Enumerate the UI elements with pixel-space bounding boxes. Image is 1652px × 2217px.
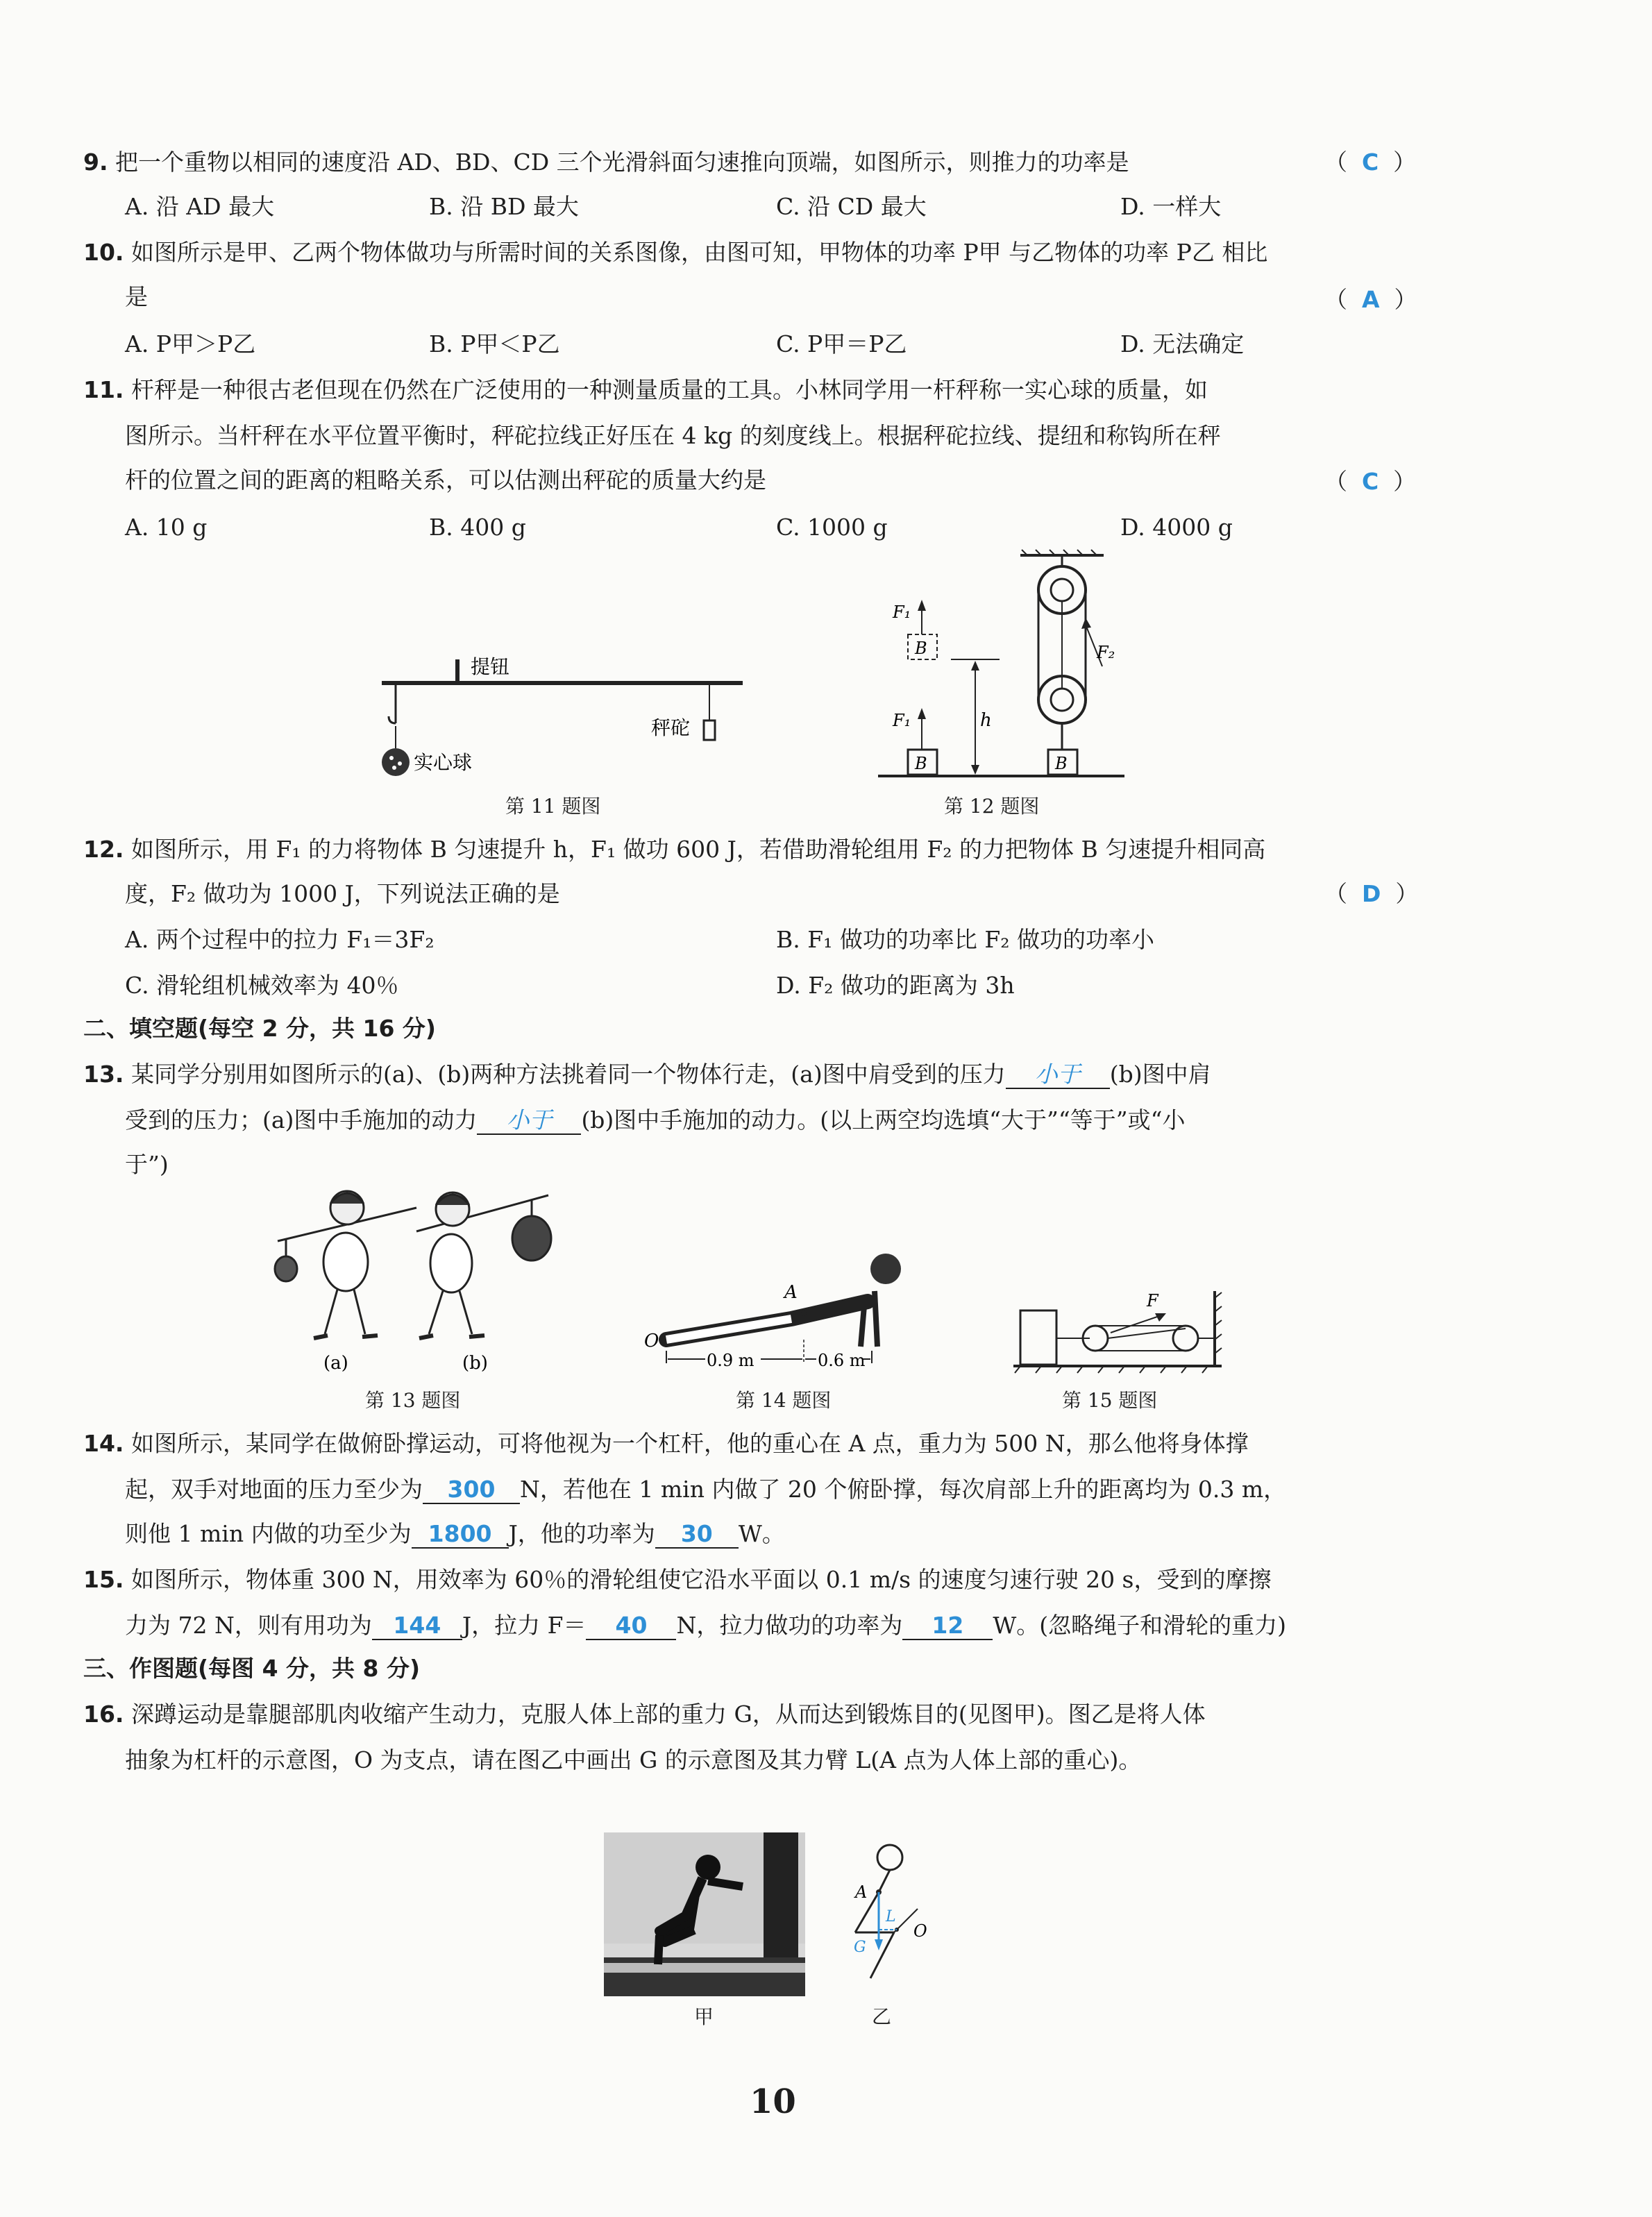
q13-text-2a: 受到的压力；(a)图中手施加的动力: [125, 1106, 478, 1133]
q11-stem-line1: [83, 375, 1208, 405]
q10-option-b: B. P甲＜P乙: [429, 330, 560, 357]
q10-stem-text: 如图所示是甲、乙两个物体做功与所需时间的关系图像，由图可知，甲物体的功率 P甲 与乙物体的功率 P乙 相比: [130, 239, 1268, 266]
q15-text-2d: W。(忽略绳子和滑轮的重力): [993, 1612, 1287, 1639]
q10-answer: A: [1361, 286, 1380, 313]
q13-line1: [83, 1059, 1211, 1090]
q9-answer-box: （ C ）: [1324, 149, 1417, 176]
q13-text-2b: (b)图中手施加的动力。(以上两空均选填“大于”“等于”或“小: [581, 1106, 1186, 1133]
figure-16-yi-label: 乙: [872, 2005, 892, 2028]
q12-stem-text: 如图所示，用 F₁ 的力将物体 B 匀速提升 h，F₁ 做功 600 J，若借助滑轮组用 F₂ 的力把物体 B 匀速提升相同高: [130, 836, 1266, 863]
q11-answer: C: [1361, 468, 1379, 495]
q16-line2: 抽象为杠杆的示意图，O 为支点，请在图乙中画出 G 的示意图及其力臂 L(A 点为人体上部的重心)。: [125, 1746, 1142, 1773]
q12-number: 12.: [83, 836, 124, 863]
label-o: O: [644, 1331, 659, 1351]
f-label: F: [1147, 1291, 1158, 1310]
f1-top-label: F₁: [893, 602, 911, 622]
q14-text-1: 如图所示，某同学在做俯卧撑运动，可将他视为一个杠杆，他的重心在 A 点，重力为 500 N，那么他将身体撑: [130, 1430, 1249, 1457]
q13-line2: [125, 1105, 1186, 1136]
q16-number: 16.: [83, 1701, 124, 1728]
q15-text-2b: J，拉力 F＝: [462, 1612, 587, 1639]
weight-label: 秤砣: [651, 716, 691, 739]
solid-ball: [382, 748, 410, 776]
label-l: L: [886, 1908, 896, 1925]
q15-line1: [83, 1565, 1272, 1595]
section-2-heading: 二、填空题(每空 2 分，共 16 分): [83, 1015, 437, 1042]
label-a: (a): [323, 1353, 348, 1374]
person-b: [416, 1192, 551, 1338]
h-label: h: [980, 710, 992, 731]
q11-option-a: A. 10 g: [125, 514, 208, 541]
q10-option-d: D. 无法确定: [1120, 330, 1245, 357]
q13-number: 13.: [83, 1061, 124, 1088]
q14-text-2a: 起，双手对地面的压力至少为: [125, 1476, 423, 1503]
q15-number: 15.: [83, 1566, 124, 1593]
q12-option-a: A. 两个过程中的拉力 F₁＝3F₂: [125, 926, 435, 953]
page-number: 10: [750, 2082, 796, 2121]
distance-label-2: 0.6 m: [818, 1351, 866, 1370]
q14-text-3b: J，他的功率为: [508, 1520, 655, 1547]
figure-14-pushup: [639, 1236, 944, 1381]
label-g: G: [854, 1939, 866, 1956]
distance-label-1: 0.9 m: [707, 1351, 755, 1370]
person-a: [275, 1191, 416, 1338]
q10-stem-line1: [83, 237, 1267, 268]
q14-blank-1[interactable]: 300: [423, 1476, 520, 1504]
figure-12-pulley: [875, 548, 1291, 784]
q13-text-1b: (b)图中肩: [1109, 1061, 1211, 1088]
q11-option-b: B. 400 g: [429, 514, 526, 541]
q11-answer-box: （ C ）: [1324, 468, 1417, 495]
steelyard-knob: [455, 659, 460, 683]
q9-option-c: C. 沿 CD 最大: [776, 193, 927, 220]
figure-12-caption: 第 12 题图: [944, 795, 1040, 818]
q14-line2: [125, 1474, 1286, 1505]
block-b-right-label: B: [1055, 754, 1068, 773]
q10-option-c: C. P甲＝P乙: [776, 330, 907, 357]
q9-option-d: D. 一样大: [1120, 193, 1222, 220]
figure-16-jia-label: 甲: [694, 2005, 714, 2028]
q14-text-3a: 则他 1 min 内做的功至少为: [125, 1520, 412, 1547]
figure-11-caption: 第 11 题图: [505, 795, 601, 818]
q11-stem-text: 杆秤是一种很古老但现在仍然在广泛使用的一种测量质量的工具。小林同学用一杆秤称一实心球的质量，如: [130, 376, 1208, 403]
q10-stem-line2: 是: [125, 283, 148, 310]
force-arrow: [1111, 1316, 1159, 1333]
head: [696, 1855, 720, 1880]
q15-blank-1[interactable]: 144: [372, 1612, 462, 1640]
knob-label: 提钮: [471, 655, 510, 678]
q12-option-d: D. F₂ 做功的距离为 3h: [776, 972, 1015, 999]
q11-number: 11.: [83, 376, 124, 403]
point-a: [801, 1310, 807, 1316]
steelyard-weight: [704, 720, 715, 740]
q14-text-3c: W。: [738, 1520, 785, 1547]
figure-13-caption: 第 13 题图: [365, 1389, 461, 1412]
block-b-bottom-label: B: [915, 754, 927, 773]
q14-line1: [83, 1428, 1249, 1459]
ball-label: 实心球: [414, 751, 473, 774]
q14-text-2b: N，若他在 1 min 内做了 20 个俯卧撑，每次肩部上升的距离均为 0.3 m，: [520, 1476, 1287, 1503]
f1-bottom-label: F₁: [893, 711, 911, 730]
block-b-raised-label: B: [915, 639, 927, 658]
q16-line1: [83, 1699, 1206, 1730]
q11-option-c: C. 1000 g: [776, 514, 888, 541]
q14-blank-2[interactable]: 1800: [412, 1521, 509, 1549]
section-3-heading: 三、作图题(每图 4 分，共 8 分): [83, 1655, 421, 1682]
figure-11-steelyard: [375, 646, 764, 784]
figure-14-caption: 第 14 题图: [736, 1389, 832, 1412]
label-o: O: [913, 1921, 927, 1941]
q15-text-2c: N，拉力做功的功率为: [676, 1612, 903, 1639]
label-b: (b): [462, 1353, 488, 1374]
head: [870, 1254, 901, 1284]
figure-15-caption: 第 15 题图: [1062, 1389, 1158, 1412]
q11-stem-line2: 图所示。当杆秤在水平位置平衡时，秤砣拉线正好压在 4 kg 的刻度线上。根据秤砣拉线、提纽和称钩所在秤: [125, 422, 1221, 449]
q11-stem-line3: 杆的位置之间的距离的粗略关系，可以估测出秤砣的质量大约是: [125, 466, 766, 494]
q9-option-a: A. 沿 AD 最大: [125, 193, 275, 220]
q14-line3: [125, 1519, 785, 1549]
q9-number: 9.: [83, 149, 108, 176]
q15-text-2a: 力为 72 N，则有用功为: [125, 1612, 372, 1639]
q14-number: 14.: [83, 1430, 124, 1457]
f2-label: F₂: [1097, 643, 1115, 662]
q13-blank-1[interactable]: 小于: [1006, 1061, 1110, 1089]
figure-13-carrying: [271, 1180, 576, 1381]
q12-answer-box: （ D ）: [1324, 880, 1419, 907]
q12-option-c: C. 滑轮组机械效率为 40％: [125, 972, 399, 999]
q13-text-1a: 某同学分别用如图所示的(a)、(b)两种方法挑着同一个物体行走，(a)图中肩受到的压力: [130, 1061, 1006, 1088]
q12-option-b: B. F₁ 做功的功率比 F₂ 做功的功率小: [776, 926, 1154, 953]
q9-stem-text: 把一个重物以相同的速度沿 AD、BD、CD 三个光滑斜面匀速推向顶端，如图所示，则推力的功率是: [115, 149, 1129, 176]
q13-line3: 于”): [125, 1151, 169, 1178]
q12-answer: D: [1361, 880, 1381, 907]
head-circle: [877, 1845, 902, 1870]
label-a: A: [784, 1282, 798, 1303]
figure-16-yi-lever: [840, 1839, 951, 1999]
q9-option-b: B. 沿 BD 最大: [429, 193, 579, 220]
label-a: A: [855, 1882, 868, 1902]
q16-text-1: 深蹲运动是靠腿部肌肉收缩产生动力，克服人体上部的重力 G，从而达到锻炼目的(见图甲)。图乙是将人体: [130, 1701, 1206, 1728]
q15-blank-3[interactable]: 12: [902, 1612, 993, 1640]
figure-16-jia-photo: [604, 1832, 805, 1999]
q13-blank-2[interactable]: 小于: [477, 1107, 581, 1135]
q10-option-a: A. P甲＞P乙: [125, 330, 256, 357]
q15-text-1: 如图所示，物体重 300 N，用效率为 60％的滑轮组使它沿水平面以 0.1 m/s 的速度匀速行驶 20 s，受到的摩擦: [130, 1566, 1272, 1593]
q10-number: 10.: [83, 239, 124, 266]
object-block: [1020, 1310, 1056, 1365]
q11-option-d: D. 4000 g: [1120, 514, 1233, 541]
q10-answer-box: （ A ）: [1324, 286, 1417, 313]
q12-stem-line1: [83, 834, 1265, 865]
q12-stem-line2: 度，F₂ 做功为 1000 J，下列说法正确的是: [125, 880, 560, 907]
figure-15-pulley: [1013, 1277, 1236, 1381]
q15-blank-2[interactable]: 40: [586, 1612, 676, 1640]
q14-blank-3[interactable]: 30: [655, 1521, 739, 1549]
q15-line2: [125, 1610, 1286, 1641]
q9-stem: [83, 147, 1129, 178]
q9-answer: C: [1361, 149, 1379, 176]
